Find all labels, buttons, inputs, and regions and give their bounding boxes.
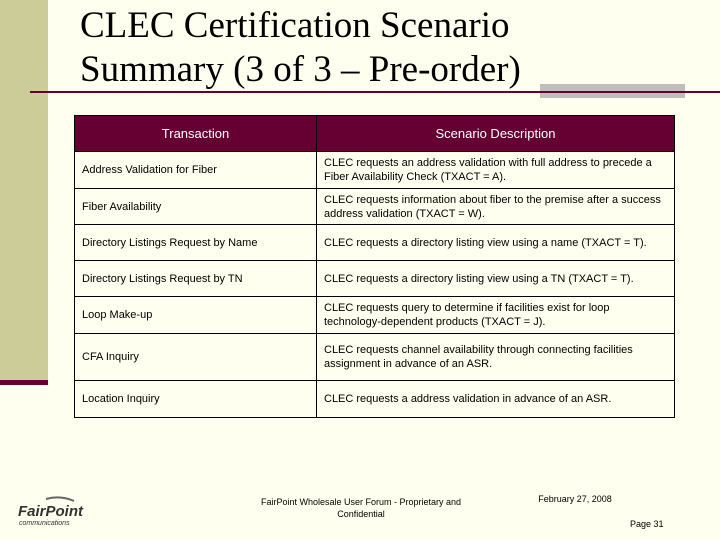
table-row	[75, 189, 675, 225]
table-row	[75, 261, 675, 297]
transaction-cell: Fiber Availability	[75, 189, 317, 225]
description-cell: CLEC requests information about fiber to the premise after a success address validation (TXACT = W).	[317, 189, 675, 225]
transaction-cell: Address Validation for Fiber	[75, 152, 317, 189]
left-decor-band	[0, 0, 48, 380]
logo-wordmark: FairPoint	[18, 503, 84, 520]
table-header-row	[75, 116, 675, 152]
title-underline	[30, 91, 720, 93]
scenario-table	[74, 115, 675, 418]
logo-subtext: communications	[19, 520, 70, 527]
table-row	[75, 225, 675, 261]
description-cell: CLEC requests a address validation in advance of an ASR.	[317, 381, 675, 418]
header-transaction: Transaction	[75, 116, 317, 152]
description-cell: CLEC requests an address validation with full address to precede a Fiber Availability Check (TXACT = A).	[317, 152, 675, 189]
footer-date: February 27, 2008	[538, 494, 612, 504]
slide-title: CLEC Certification Scenario Summary (3 of 3 – Pre-order)	[80, 5, 521, 90]
transaction-cell: Directory Listings Request by TN	[75, 261, 317, 297]
description-cell: CLEC requests a directory listing view using a TN (TXACT = T).	[317, 261, 675, 297]
table-row	[75, 381, 675, 418]
table-row	[75, 297, 675, 334]
table-row	[75, 334, 675, 381]
transaction-cell: Location Inquiry	[75, 381, 317, 418]
table-row	[75, 152, 675, 189]
page-number: Page 31	[630, 519, 664, 529]
transaction-cell: Loop Make-up	[75, 297, 317, 334]
description-cell: CLEC requests a directory listing view using a name (TXACT = T).	[317, 225, 675, 261]
transaction-cell: Directory Listings Request by Name	[75, 225, 317, 261]
transaction-cell: CFA Inquiry	[75, 334, 317, 381]
left-decor-band-foot	[0, 380, 48, 385]
header-scenario-description: Scenario Description	[317, 116, 675, 152]
description-cell: CLEC requests channel availability through connecting facilities assignment in advance of an ASR.	[317, 334, 675, 381]
footer-confidential: FairPoint Wholesale User Forum - Proprietary and Confidential	[260, 497, 462, 519]
description-cell: CLEC requests query to determine if facilities exist for loop technology-dependent products (TXACT = J).	[317, 297, 675, 334]
fairpoint-logo	[16, 496, 102, 528]
